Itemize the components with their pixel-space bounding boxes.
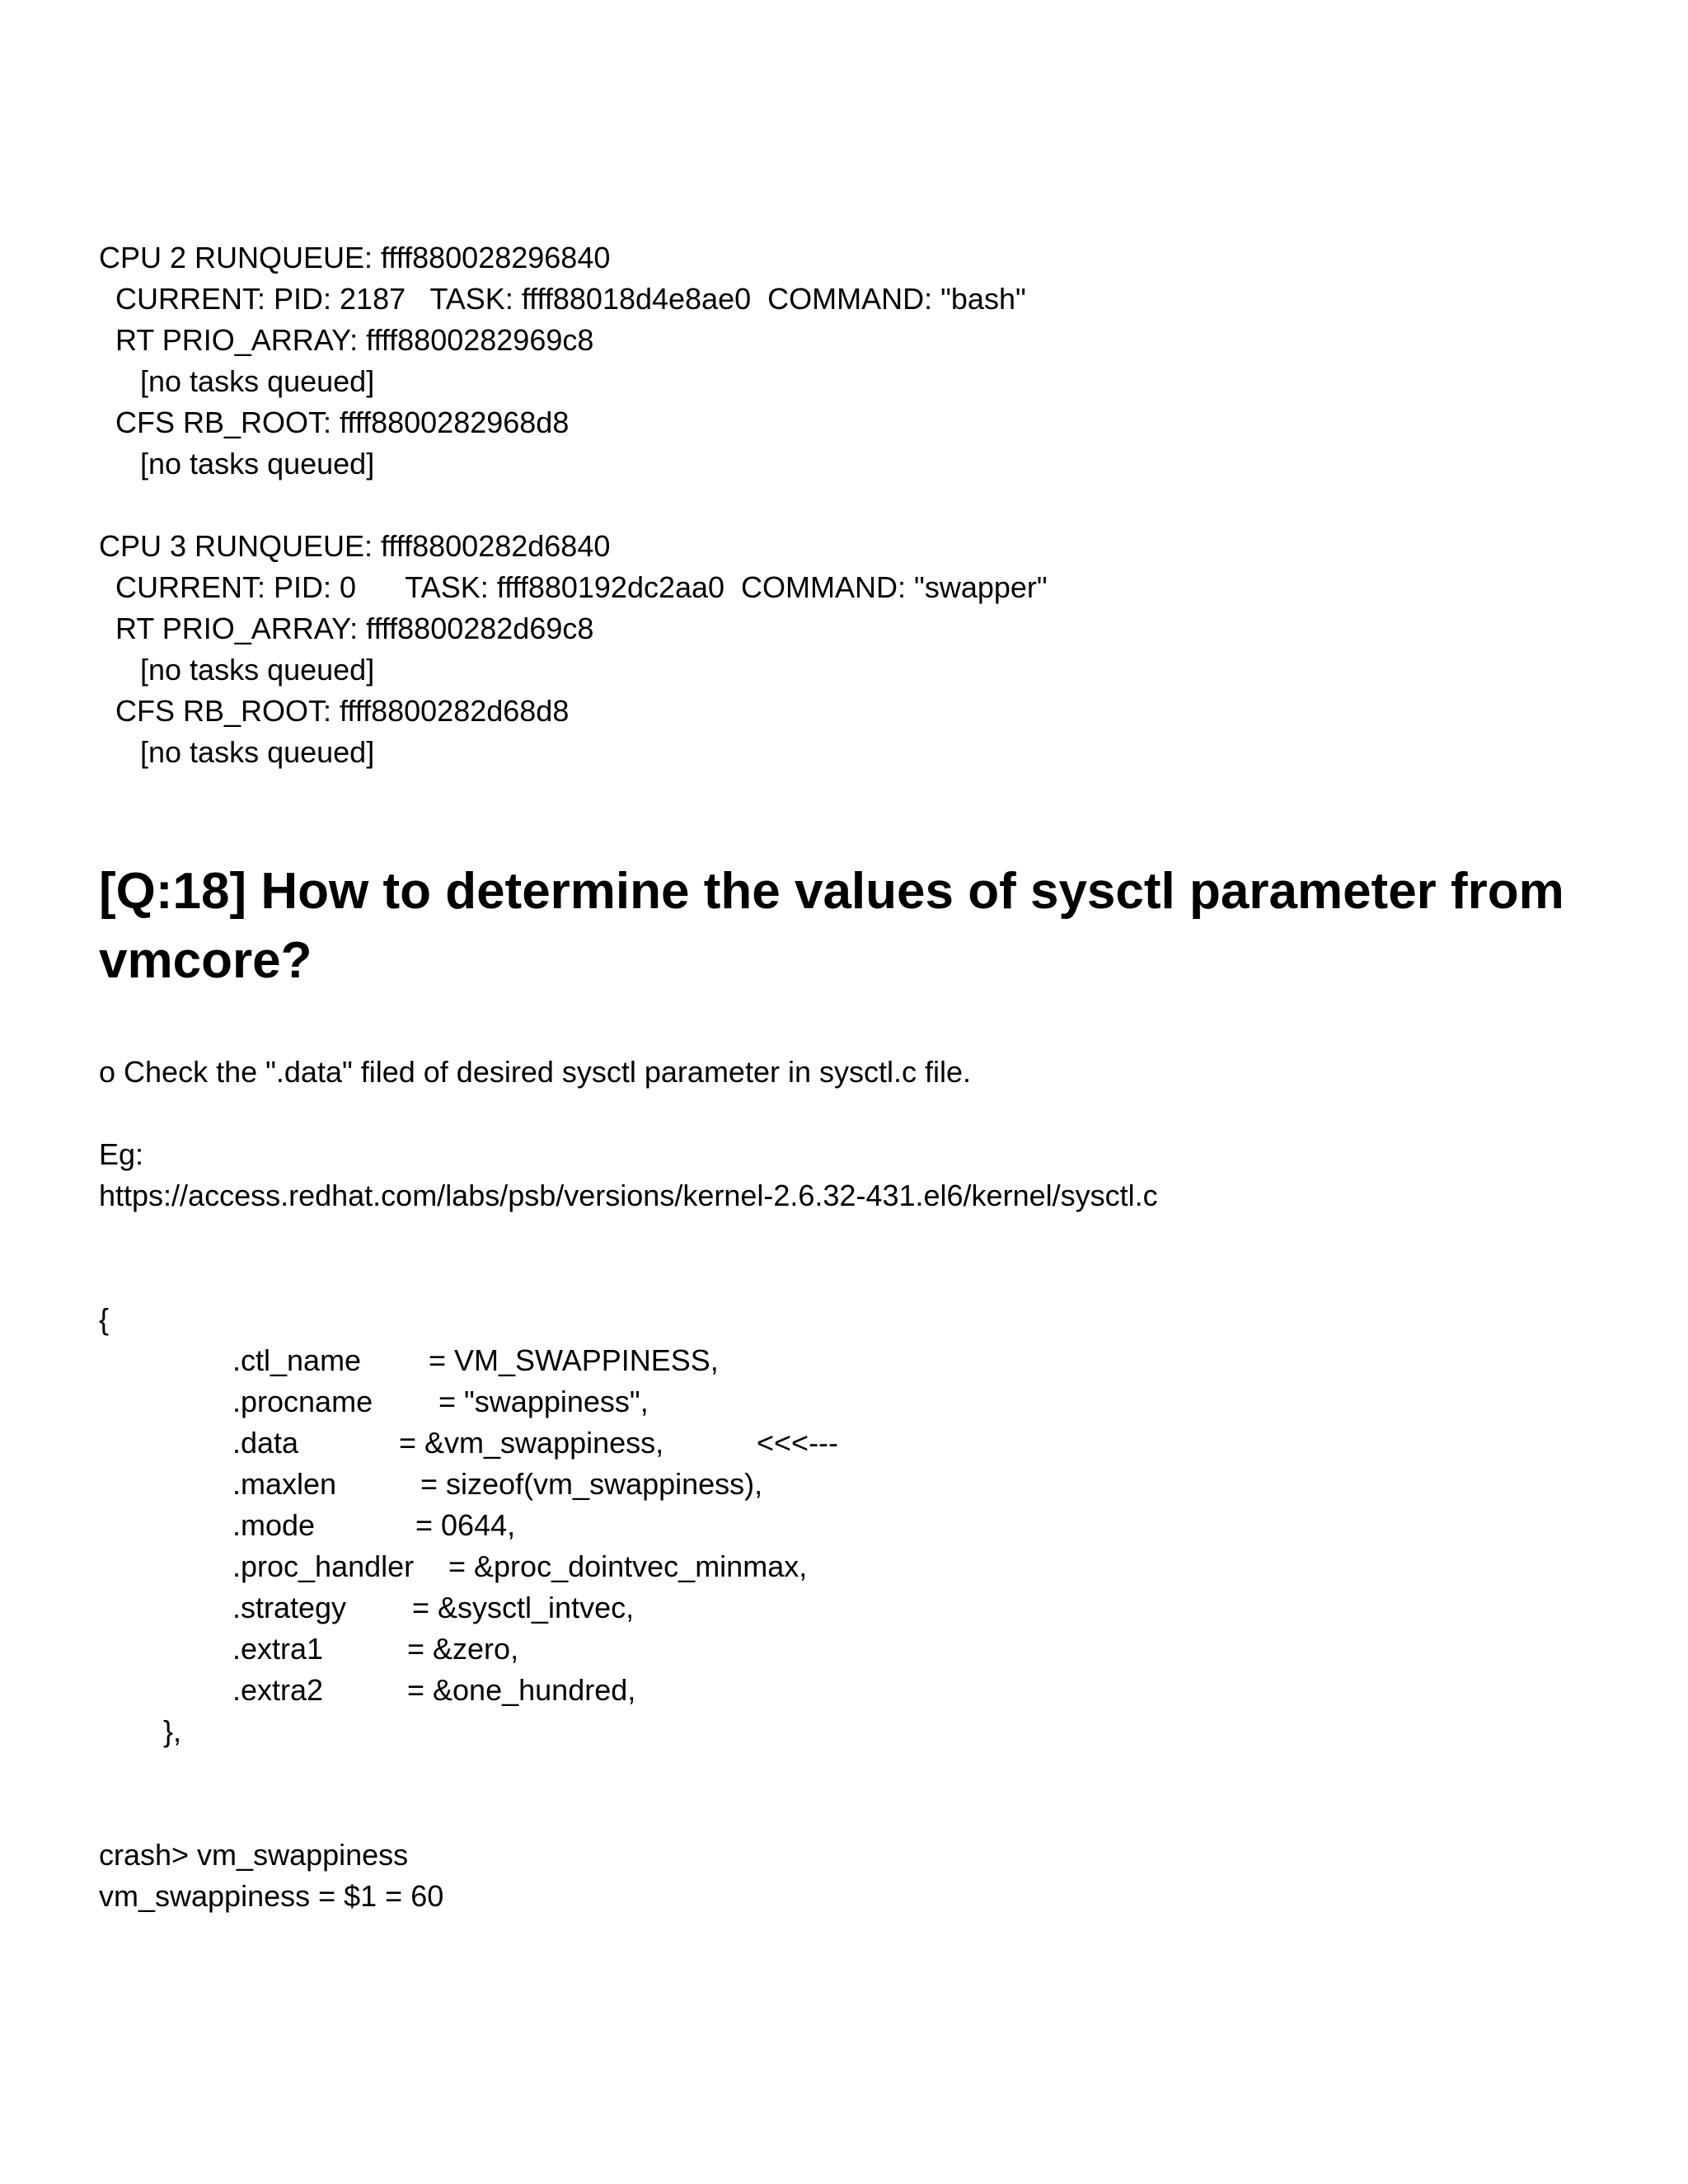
code-field-name: .strategy (232, 1591, 347, 1624)
code-field-value: = &sysctl_intvec, (412, 1591, 635, 1624)
code-field-value: = &one_hundred, (407, 1673, 636, 1707)
cpu3-cfs-rb-root: CFS RB_ROOT: ffff8800282d68d8 (115, 694, 570, 728)
instruction-bullet: o Check the ".data" filed of desired sysctl parameter in sysctl.c file. (99, 1055, 972, 1089)
code-field-value: = &proc_dointvec_minmax, (448, 1549, 808, 1583)
question-heading: [Q:18] How to determine the values of sysctl parameter from vmcore? (99, 863, 1564, 989)
code-field-value: = sizeof(vm_swappiness), (420, 1467, 763, 1501)
cpu2-runqueue-header: CPU 2 RUNQUEUE: ffff880028296840 (99, 241, 611, 274)
crash-output: vm_swappiness = $1 = 60 (99, 1879, 444, 1913)
code-field-name: .extra1 (232, 1632, 324, 1666)
code-field-value: = 0644, (415, 1508, 516, 1542)
cpu3-current-task: CURRENT: PID: 0 TASK: ffff880192dc2aa0 COMMAND: "swapper" (115, 570, 1048, 604)
code-close-brace: }, (163, 1714, 182, 1748)
cpu3-runqueue-header: CPU 3 RUNQUEUE: ffff8800282d6840 (99, 529, 611, 563)
code-field-value: = "swappiness", (438, 1385, 649, 1418)
cpu2-rt-prio-array: RT PRIO_ARRAY: ffff8800282969c8 (115, 323, 594, 357)
cpu3-cfs-tasks: [no tasks queued] (140, 735, 375, 769)
source-url-link[interactable]: https://access.redhat.com/labs/psb/versions/kernel-2.6.32-431.el6/kernel/sysctl.c (99, 1179, 1158, 1212)
code-field-value: = VM_SWAPPINESS, (429, 1343, 719, 1377)
code-field-name: .maxlen (232, 1467, 337, 1501)
cpu2-cfs-rb-root: CFS RB_ROOT: ffff8800282968d8 (115, 405, 570, 439)
code-field-name: .proc_handler (232, 1549, 415, 1583)
code-field-name: .mode (232, 1508, 316, 1542)
example-label: Eg: (99, 1137, 144, 1171)
code-field-value: = &zero, (407, 1632, 519, 1666)
crash-command: crash> vm_swappiness (99, 1838, 409, 1872)
code-field-name: .ctl_name (232, 1343, 362, 1377)
code-field-value: = &vm_swappiness, (399, 1426, 664, 1460)
code-field-name: .procname (232, 1385, 373, 1418)
code-open-brace: { (99, 1302, 110, 1336)
cpu2-cfs-tasks: [no tasks queued] (140, 447, 375, 480)
cpu2-rt-tasks: [no tasks queued] (140, 364, 375, 398)
code-field-name: .extra2 (232, 1673, 324, 1707)
cpu3-rt-tasks: [no tasks queued] (140, 653, 375, 687)
code-field-name: .data (232, 1426, 299, 1460)
cpu3-rt-prio-array: RT PRIO_ARRAY: ffff8800282d69c8 (115, 612, 594, 645)
cpu2-current-task: CURRENT: PID: 2187 TASK: ffff88018d4e8ae0 COMMAND: "bash" (115, 282, 1026, 316)
code-field-marker: <<<--- (757, 1426, 839, 1460)
